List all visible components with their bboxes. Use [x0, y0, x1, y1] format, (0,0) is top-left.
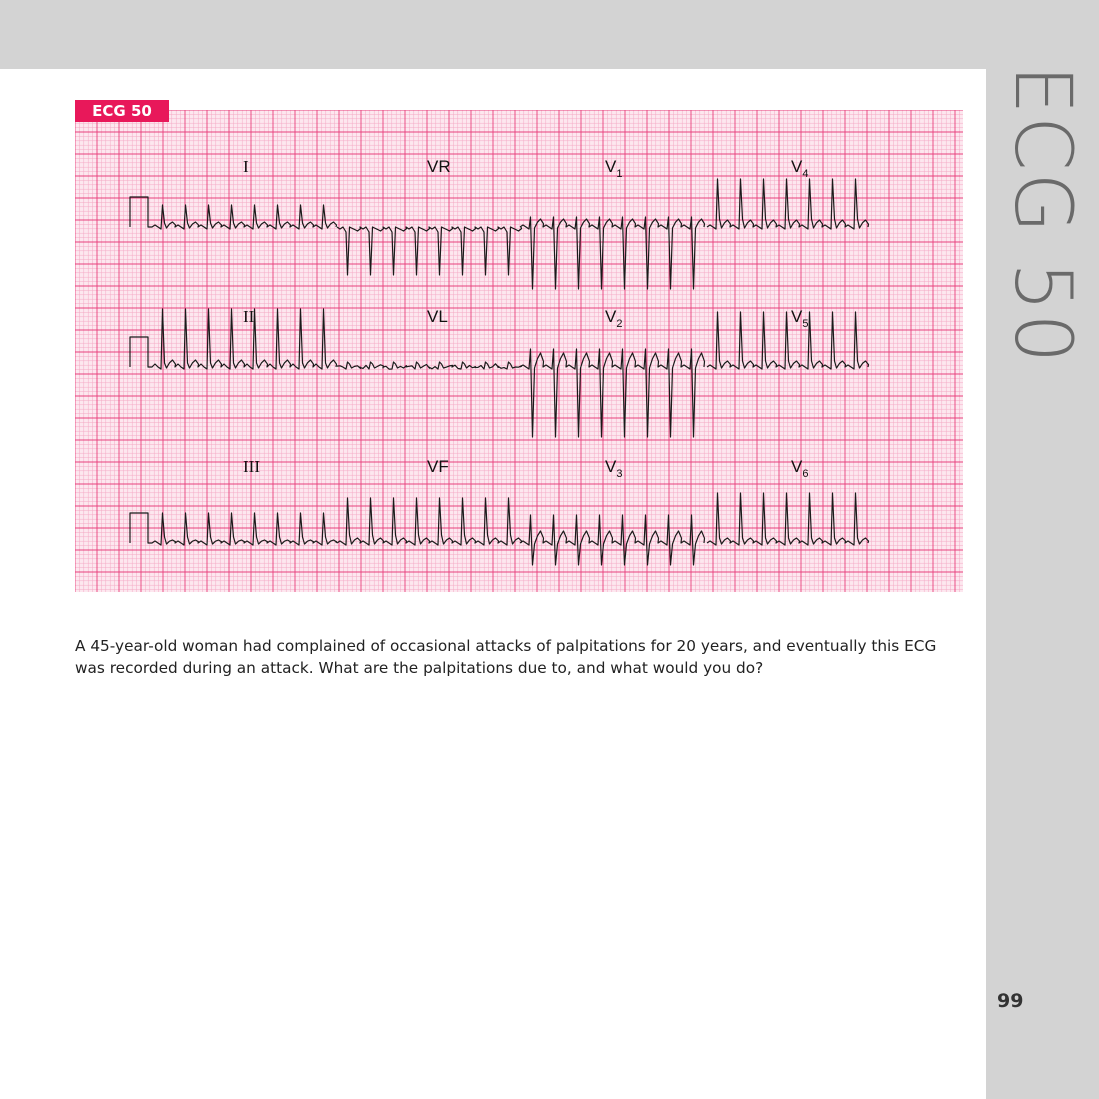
- ecg-figure: [75, 110, 963, 592]
- lead-label-v3: $V_3$: [605, 457, 623, 480]
- side-title: ECG 50: [997, 64, 1087, 366]
- lead-label-v1: $V_1$: [605, 157, 623, 180]
- lead-label-iii: III: [243, 457, 260, 476]
- lead-label-i: I: [243, 157, 249, 176]
- lead-label-vf: VF: [427, 457, 449, 476]
- page-number: 99: [997, 990, 1024, 1012]
- lead-label-v4: $V_4$: [791, 157, 809, 180]
- lead-label-vl: VL: [427, 307, 448, 326]
- figure-caption: A 45-year-old woman had complained of occasional attacks of palpitations for 20 years, and eventually this ECG was recorded during an attack. What are the palpitations due to, and what would you do?: [75, 637, 937, 678]
- lead-label-v6: $V_6$: [791, 457, 809, 480]
- lead-label-ii: II: [243, 307, 255, 326]
- figure-tag: ECG 50: [75, 100, 169, 122]
- lead-label-vr: VR: [427, 157, 451, 176]
- top-band: [0, 0, 1099, 69]
- ecg-grid: [75, 110, 963, 592]
- lead-label-v2: $V_2$: [605, 307, 623, 330]
- lead-label-v5: $V_5$: [791, 307, 809, 330]
